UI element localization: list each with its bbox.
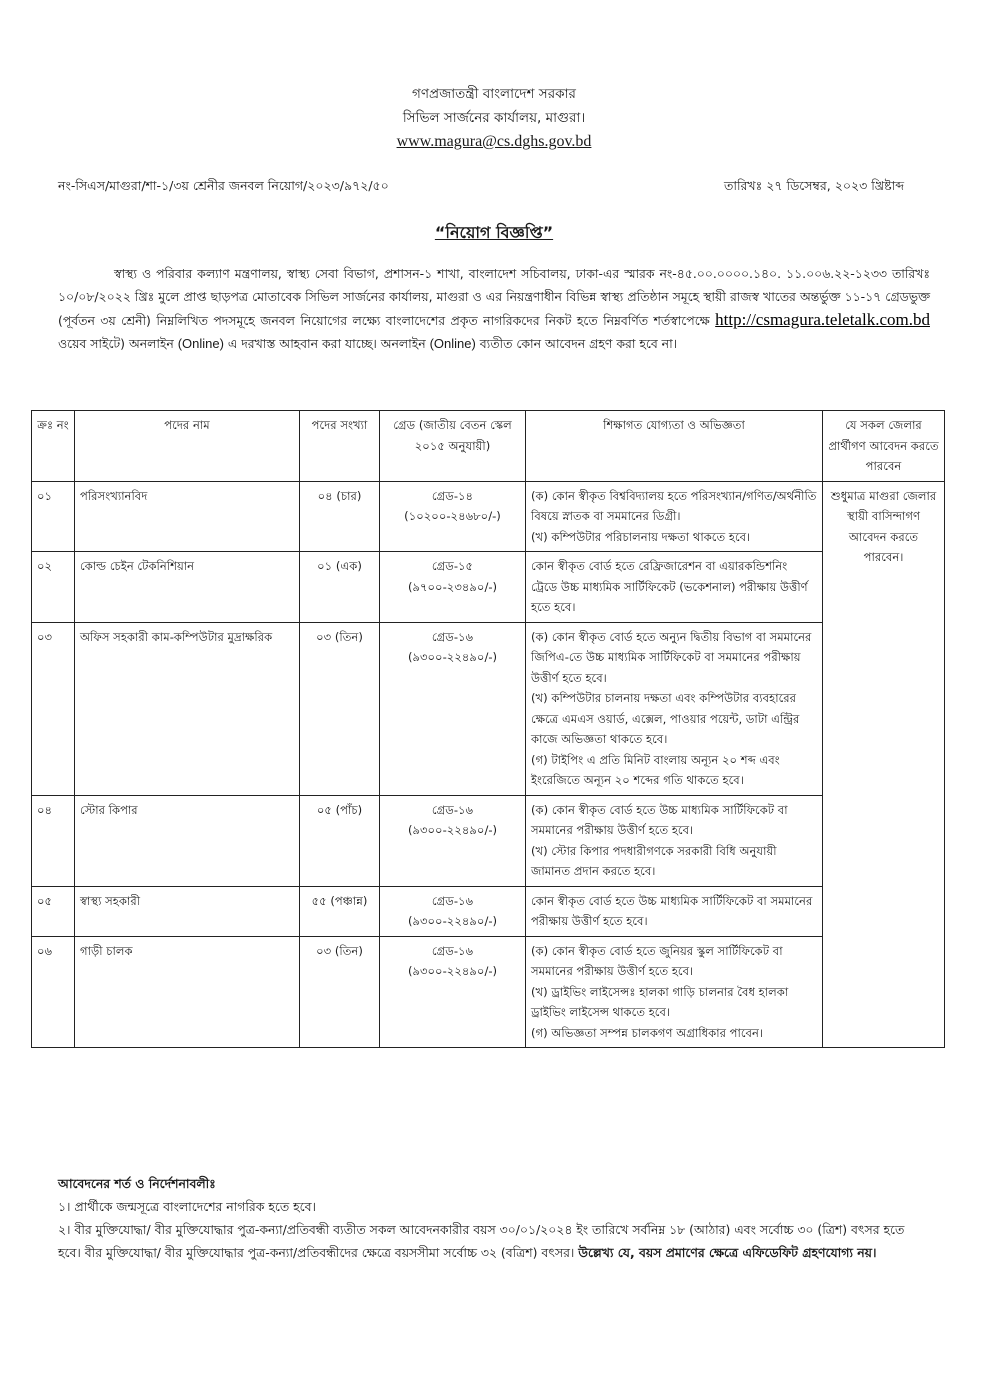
row-sl: ০৩ [32, 622, 75, 795]
office-name: সিভিল সার্জনের কার্যালয়, মাগুরা। [402, 110, 586, 126]
intro-text-2: ওয়েব সাইটে) অনলাইন [58, 336, 174, 351]
row-sl: ০৬ [32, 936, 75, 1048]
row-qualification [526, 552, 823, 623]
qualification-item: (গ) অভিজ্ঞতা সম্পন্ন চালকগণ অগ্রাধিকার পাবেন। [531, 1025, 764, 1040]
row-grade: গ্রেড-১৫ [431, 559, 474, 573]
qualification-item: (ক) কোন স্বীকৃত বোর্ড হতে অন্যুন দ্বিতীয় বিভাগ বা সমমানের জিপিএ-তে উচ্চ মাধ্যমিক সার্টিফিকেট বা সমমানের পরীক্ষায় উত্তীর্ণ হতে হবে। [531, 629, 812, 685]
table-row [32, 481, 945, 552]
row-grade-cell [380, 481, 526, 552]
government-name: গণপ্রজাতন্ত্রী বাংলাদেশ সরকার [412, 86, 576, 102]
qualification-item: (খ) কম্পিউটার চালনায় দক্ষতা এবং কম্পিউটার ব্যবহারের ক্ষেত্রে এমএস ওয়ার্ড, এক্সেল, পাওয়ার পয়েন্ট, ডাটা এন্ট্রির কাজে অভিজ্ঞতা থাকতে হবে। [531, 691, 800, 746]
row-scale: (৯৩০০-২২৪৯০/-) [407, 823, 498, 837]
row-post: গাড়ী চালক [75, 936, 300, 1048]
row-post: অফিস সহকারী কাম-কম্পিউটার মুদ্রাক্ষরিক [75, 622, 300, 795]
row-post: স্বাস্থ্য সহকারী [75, 886, 300, 936]
row-qualification [526, 481, 823, 552]
row-sl: ০৪ [32, 795, 75, 886]
rules-heading: আবেদনের শর্ত ও নির্দেশনাবলীঃ [58, 1176, 216, 1191]
header-grade: গ্রেড (জাতীয় বেতন স্কেল ২০১৫ অনুযায়ী) [380, 411, 526, 482]
row-scale: (৯৩০০-২২৪৯০/-) [407, 964, 498, 978]
table-header-row [32, 411, 945, 482]
row-scale: (৯৩০০-২২৪৯০/-) [407, 914, 498, 928]
rule-item-2-text: ২। বীর মুক্তিযোদ্ধা/ বীর মুক্তিযোদ্ধার পুত্র-কন্যা/প্রতিবন্ধী ব্যতীত সকল আবেদনকারীর বয়স ৩০/০১/২০২৪ ইং তারিখে সর্বনিম্ন ১৮ (আঠার) এবং সর্বোচ্চ ৩০ (ত্রিশ) বৎসর হতে হবে। বীর মুক্তিযোদ্ধা/ বীর মুক্তিযোদ্ধার পুত্র-কন্যা/প্রতিবন্ধীদের ক্ষেত্রে বয়সসীমা সর্বোচ্চ ৩২ (বত্রিশ) বৎসর। [58, 1222, 905, 1260]
qualification-item: (ক) কোন স্বীকৃত বোর্ড হতে জুনিয়র স্কুল সার্টিফিকেট বা সমমানের পরীক্ষায় উত্তীর্ণ হতে হবে। [531, 943, 783, 978]
intro-paragraph [58, 262, 930, 355]
row-scale: (১০২০০-২৪৬৮০/-) [404, 509, 501, 523]
intro-text-3: এ দরখাস্ত আহবান করা যাচ্ছে। অনলাইন [227, 336, 426, 351]
rule-item-1: ১। প্রার্থীকে জন্মসূত্রে বাংলাদেশের নাগরিক হতে হবে। [58, 1199, 316, 1214]
table-row [32, 886, 945, 936]
row-grade-cell [380, 795, 526, 886]
row-sl: ০২ [32, 552, 75, 623]
row-post: স্টোর কিপার [75, 795, 300, 886]
qualification-item: (ক) কোন স্বীকৃত বোর্ড হতে উচ্চ মাধ্যমিক সার্টিফিকেট বা সমমানের পরীক্ষায় উত্তীর্ণ হতে হবে। [531, 802, 788, 837]
intro-online-2: (Online) [429, 336, 476, 351]
row-grade: গ্রেড-১৬ [431, 802, 474, 817]
memo-number: নং-সিএস/মাগুরা/শা-১/৩য় শ্রেনীর জনবল নিয়োগ/২০২৩/৯৭২/৫০ [58, 178, 389, 193]
row-grade: গ্রেড-১৪ [431, 488, 474, 503]
row-qualification [526, 795, 823, 886]
row-count: ০৪ (চার) [300, 481, 380, 552]
qualification-item: (গ) টাইপিং এ প্রতি মিনিট বাংলায় অন্যূন ২০ শব্দ এবং ইংরেজিতে অন্যূন ২০ শব্দের গতি থাকতে হবে। [531, 752, 780, 787]
posts-table [31, 410, 945, 1048]
header-qualification: শিক্ষাগত যোগ্যতা ও অভিজ্ঞতা [526, 411, 823, 482]
rule-item-2 [58, 1218, 930, 1264]
table-row [32, 552, 945, 623]
intro-text-4: ব্যতীত কোন আবেদন গ্রহণ করা হবে না। [479, 336, 678, 351]
intro-online-1: (Online) [177, 336, 224, 351]
row-sl: ০১ [32, 481, 75, 552]
qualification-item: (খ) স্টোর কিপার পদধারীগণকে সরকারী বিধি অনুযায়ী জামানত প্রদান করতে হবে। [531, 843, 777, 878]
office-website[interactable]: www.magura@cs.dghs.gov.bd [396, 133, 592, 150]
application-link[interactable]: http://csmagura.teletalk.com.bd [715, 310, 930, 329]
row-count: ০১ (এক) [300, 552, 380, 623]
qualification-item: কোন স্বীকৃত বোর্ড হতে রেফ্রিজারেশন বা এয়ারকন্ডিশনিং ট্রেডে উচ্চ মাধ্যমিক সার্টিফিকেট (ভকেশনাল) পরীক্ষায় উত্তীর্ণ হতে হবে। [531, 559, 808, 614]
row-count: ৫৫ (পঞ্চান্ন) [300, 886, 380, 936]
district-eligibility: শুধুমাত্র মাগুরা জেলার স্থায়ী বাসিন্দাগণ আবেদন করতে পারবেন। [823, 481, 945, 1048]
header-post: পদের নাম [75, 411, 300, 482]
notice-title: “নিয়োগ বিজ্ঞপ্তি” [434, 223, 554, 242]
row-count: ০৫ (পাঁচ) [300, 795, 380, 886]
table-row [32, 936, 945, 1048]
qualification-item: (ক) কোন স্বীকৃত বিশ্ববিদ্যালয় হতে পরিসংখ্যান/গণিত/অর্থনীতি বিষয়ে স্নাতক বা সমমানের ডিগ্রী। [531, 488, 817, 523]
row-grade: গ্রেড-১৬ [431, 943, 474, 958]
row-sl: ০৫ [32, 886, 75, 936]
row-qualification [526, 936, 823, 1048]
row-count: ০৩ (তিন) [300, 936, 380, 1048]
header-sl: ক্রঃ নং [32, 411, 75, 482]
header-count: পদের সংখ্যা [300, 411, 380, 482]
row-grade-cell [380, 622, 526, 795]
row-post: পরিসংখ্যানবিদ [75, 481, 300, 552]
intro-text-1: স্বাস্থ্য ও পরিবার কল্যাণ মন্ত্রণালয়, স্বাস্থ্য সেবা বিভাগ, প্রশাসন-১ শাখা, বাংলাদেশ সচিবালয়, ঢাকা-এর স্মারক নং-৪৫.০০.০০০০.১৪০. ১১.০০৬.২২-১২৩৩ তারিখঃ ১০/০৮/২০২২ খ্রিঃ মুলে প্রাপ্ত ছাড়পত্র মোতাবেক সিভিল সার্জনের কার্যালয়, মাগুরা ও এর নিয়ন্ত্রণাধীন বিভিন্ন স্বাস্থ্য প্রতিষ্ঠান সমূহে স্থায়ী রাজস্ব খাতের অন্তর্ভুক্ত ১১-১৭ গ্রেডভুক্ত (পূর্বতন ৩য় শ্রেনী) নিম্নলিখিত পদসমূহে জনবল নিয়োগের লক্ষ্যে বাংলাদেশের প্রকৃত নাগরিকদের নিকট হতে নিম্নবর্ণিত শর্তস্বাপেক্ষে [58, 266, 930, 328]
row-grade-cell [380, 552, 526, 623]
qualification-item: কোন স্বীকৃত বোর্ড হতে উচ্চ মাধ্যমিক সার্টিফিকেট বা সমমানের পরীক্ষায় উত্তীর্ণ হতে হবে। [531, 893, 813, 928]
row-grade-cell [380, 936, 526, 1048]
rule-item-2-note: উল্লেখ্য যে, বয়স প্রমাণের ক্ষেত্রে এফিডেফিট গ্রহণযোগ্য নয়। [578, 1245, 877, 1260]
issue-date: তারিখঃ ২৭ ডিসেম্বর, ২০২৩ খ্রিষ্টাব্দ [723, 178, 904, 193]
row-grade: গ্রেড-১৬ [431, 893, 474, 908]
qualification-item: (খ) ড্রাইভিং লাইসেন্সঃ হালকা গাড়ি চালনার বৈধ হালকা ড্রাইভিং লাইসেন্স থাকতে হবে। [531, 984, 789, 1019]
application-rules [58, 1172, 930, 1264]
row-scale: (৯৩০০-২২৪৯০/-) [407, 650, 498, 664]
header-district: যে সকল জেলার প্রার্থীগণ আবেদন করতে পারবেন [823, 411, 945, 482]
document-header [0, 82, 988, 154]
row-count: ০৩ (তিন) [300, 622, 380, 795]
qualification-item: (খ) কম্পিউটার পরিচালনায় দক্ষতা থাকতে হবে। [531, 529, 751, 544]
row-grade: গ্রেড-১৬ [431, 629, 474, 644]
row-post: কোল্ড চেইন টেকনিশিয়ান [75, 552, 300, 623]
row-scale: (৯৭০০-২৩৪৯০/-) [407, 579, 498, 594]
row-grade-cell [380, 886, 526, 936]
table-row [32, 795, 945, 886]
table-row [32, 622, 945, 795]
row-qualification [526, 622, 823, 795]
row-qualification [526, 886, 823, 936]
